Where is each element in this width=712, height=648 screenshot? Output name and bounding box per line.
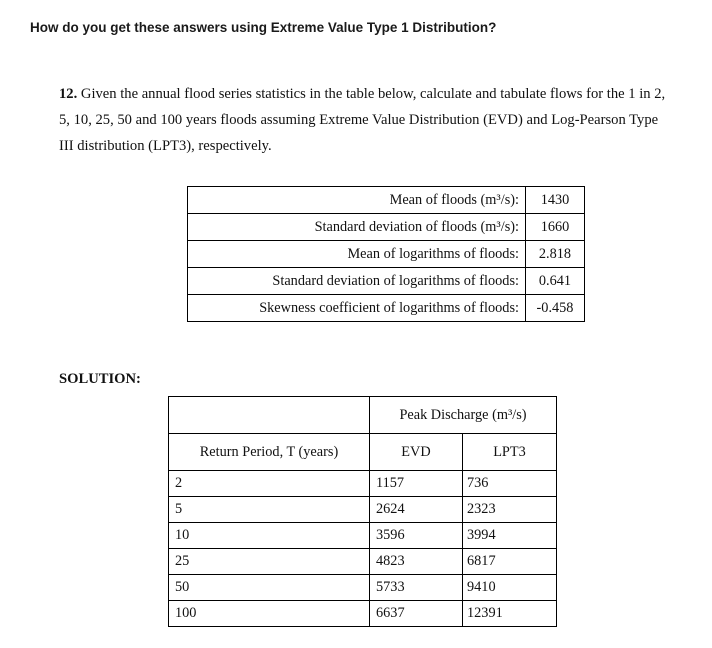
results-subheader-row [169, 434, 557, 471]
table-row [169, 497, 557, 523]
return-period-cell: 25 [169, 549, 370, 575]
stats-label: Standard deviation of floods (m³/s): [188, 214, 526, 241]
stats-label: Standard deviation of logarithms of floods: [188, 268, 526, 295]
table-row [169, 523, 557, 549]
lpt3-cell: 9410 [463, 575, 557, 601]
return-period-cell: 5 [169, 497, 370, 523]
problem-text: Given the annual flood series statistics in the table below, calculate and tabulate flows for the 1 in 2, 5, 10, 25, 50 and 100 years floods assuming Extreme Value Distribution (EVD) and Log-Pearson Type III distribution (LPT3), respectively. [59, 86, 666, 154]
evd-cell: 3596 [370, 523, 463, 549]
lpt3-cell: 2323 [463, 497, 557, 523]
stats-row [188, 241, 585, 268]
evd-header: EVD [370, 434, 463, 471]
table-row [169, 549, 557, 575]
question-title: How do you get these answers using Extreme Value Type 1 Distribution? [30, 20, 497, 35]
return-period-header: Return Period, T (years) [169, 434, 370, 471]
statistics-table [187, 186, 585, 322]
stats-value: 0.641 [526, 268, 585, 295]
evd-cell: 6637 [370, 601, 463, 627]
problem-statement [59, 81, 674, 159]
stats-value: 1430 [526, 187, 585, 214]
header-blank-cell [169, 397, 370, 434]
lpt3-cell: 6817 [463, 549, 557, 575]
problem-number: 12. [59, 86, 78, 102]
stats-row [188, 268, 585, 295]
lpt3-header: LPT3 [463, 434, 557, 471]
stats-value: -0.458 [526, 295, 585, 322]
stats-row [188, 295, 585, 322]
stats-value: 1660 [526, 214, 585, 241]
table-row [169, 601, 557, 627]
return-period-cell: 50 [169, 575, 370, 601]
results-table [168, 396, 557, 627]
evd-cell: 2624 [370, 497, 463, 523]
stats-row [188, 187, 585, 214]
table-row [169, 471, 557, 497]
return-period-cell: 2 [169, 471, 370, 497]
evd-cell: 1157 [370, 471, 463, 497]
return-period-cell: 10 [169, 523, 370, 549]
evd-cell: 5733 [370, 575, 463, 601]
return-period-cell: 100 [169, 601, 370, 627]
stats-value: 2.818 [526, 241, 585, 268]
stats-label: Skewness coefficient of logarithms of floods: [188, 295, 526, 322]
results-header-row [169, 397, 557, 434]
evd-cell: 4823 [370, 549, 463, 575]
lpt3-cell: 12391 [463, 601, 557, 627]
lpt3-cell: 3994 [463, 523, 557, 549]
peak-discharge-header: Peak Discharge (m³/s) [370, 397, 557, 434]
stats-label: Mean of logarithms of floods: [188, 241, 526, 268]
solution-heading: SOLUTION: [59, 371, 141, 387]
stats-label: Mean of floods (m³/s): [188, 187, 526, 214]
table-row [169, 575, 557, 601]
stats-row [188, 214, 585, 241]
lpt3-cell: 736 [463, 471, 557, 497]
